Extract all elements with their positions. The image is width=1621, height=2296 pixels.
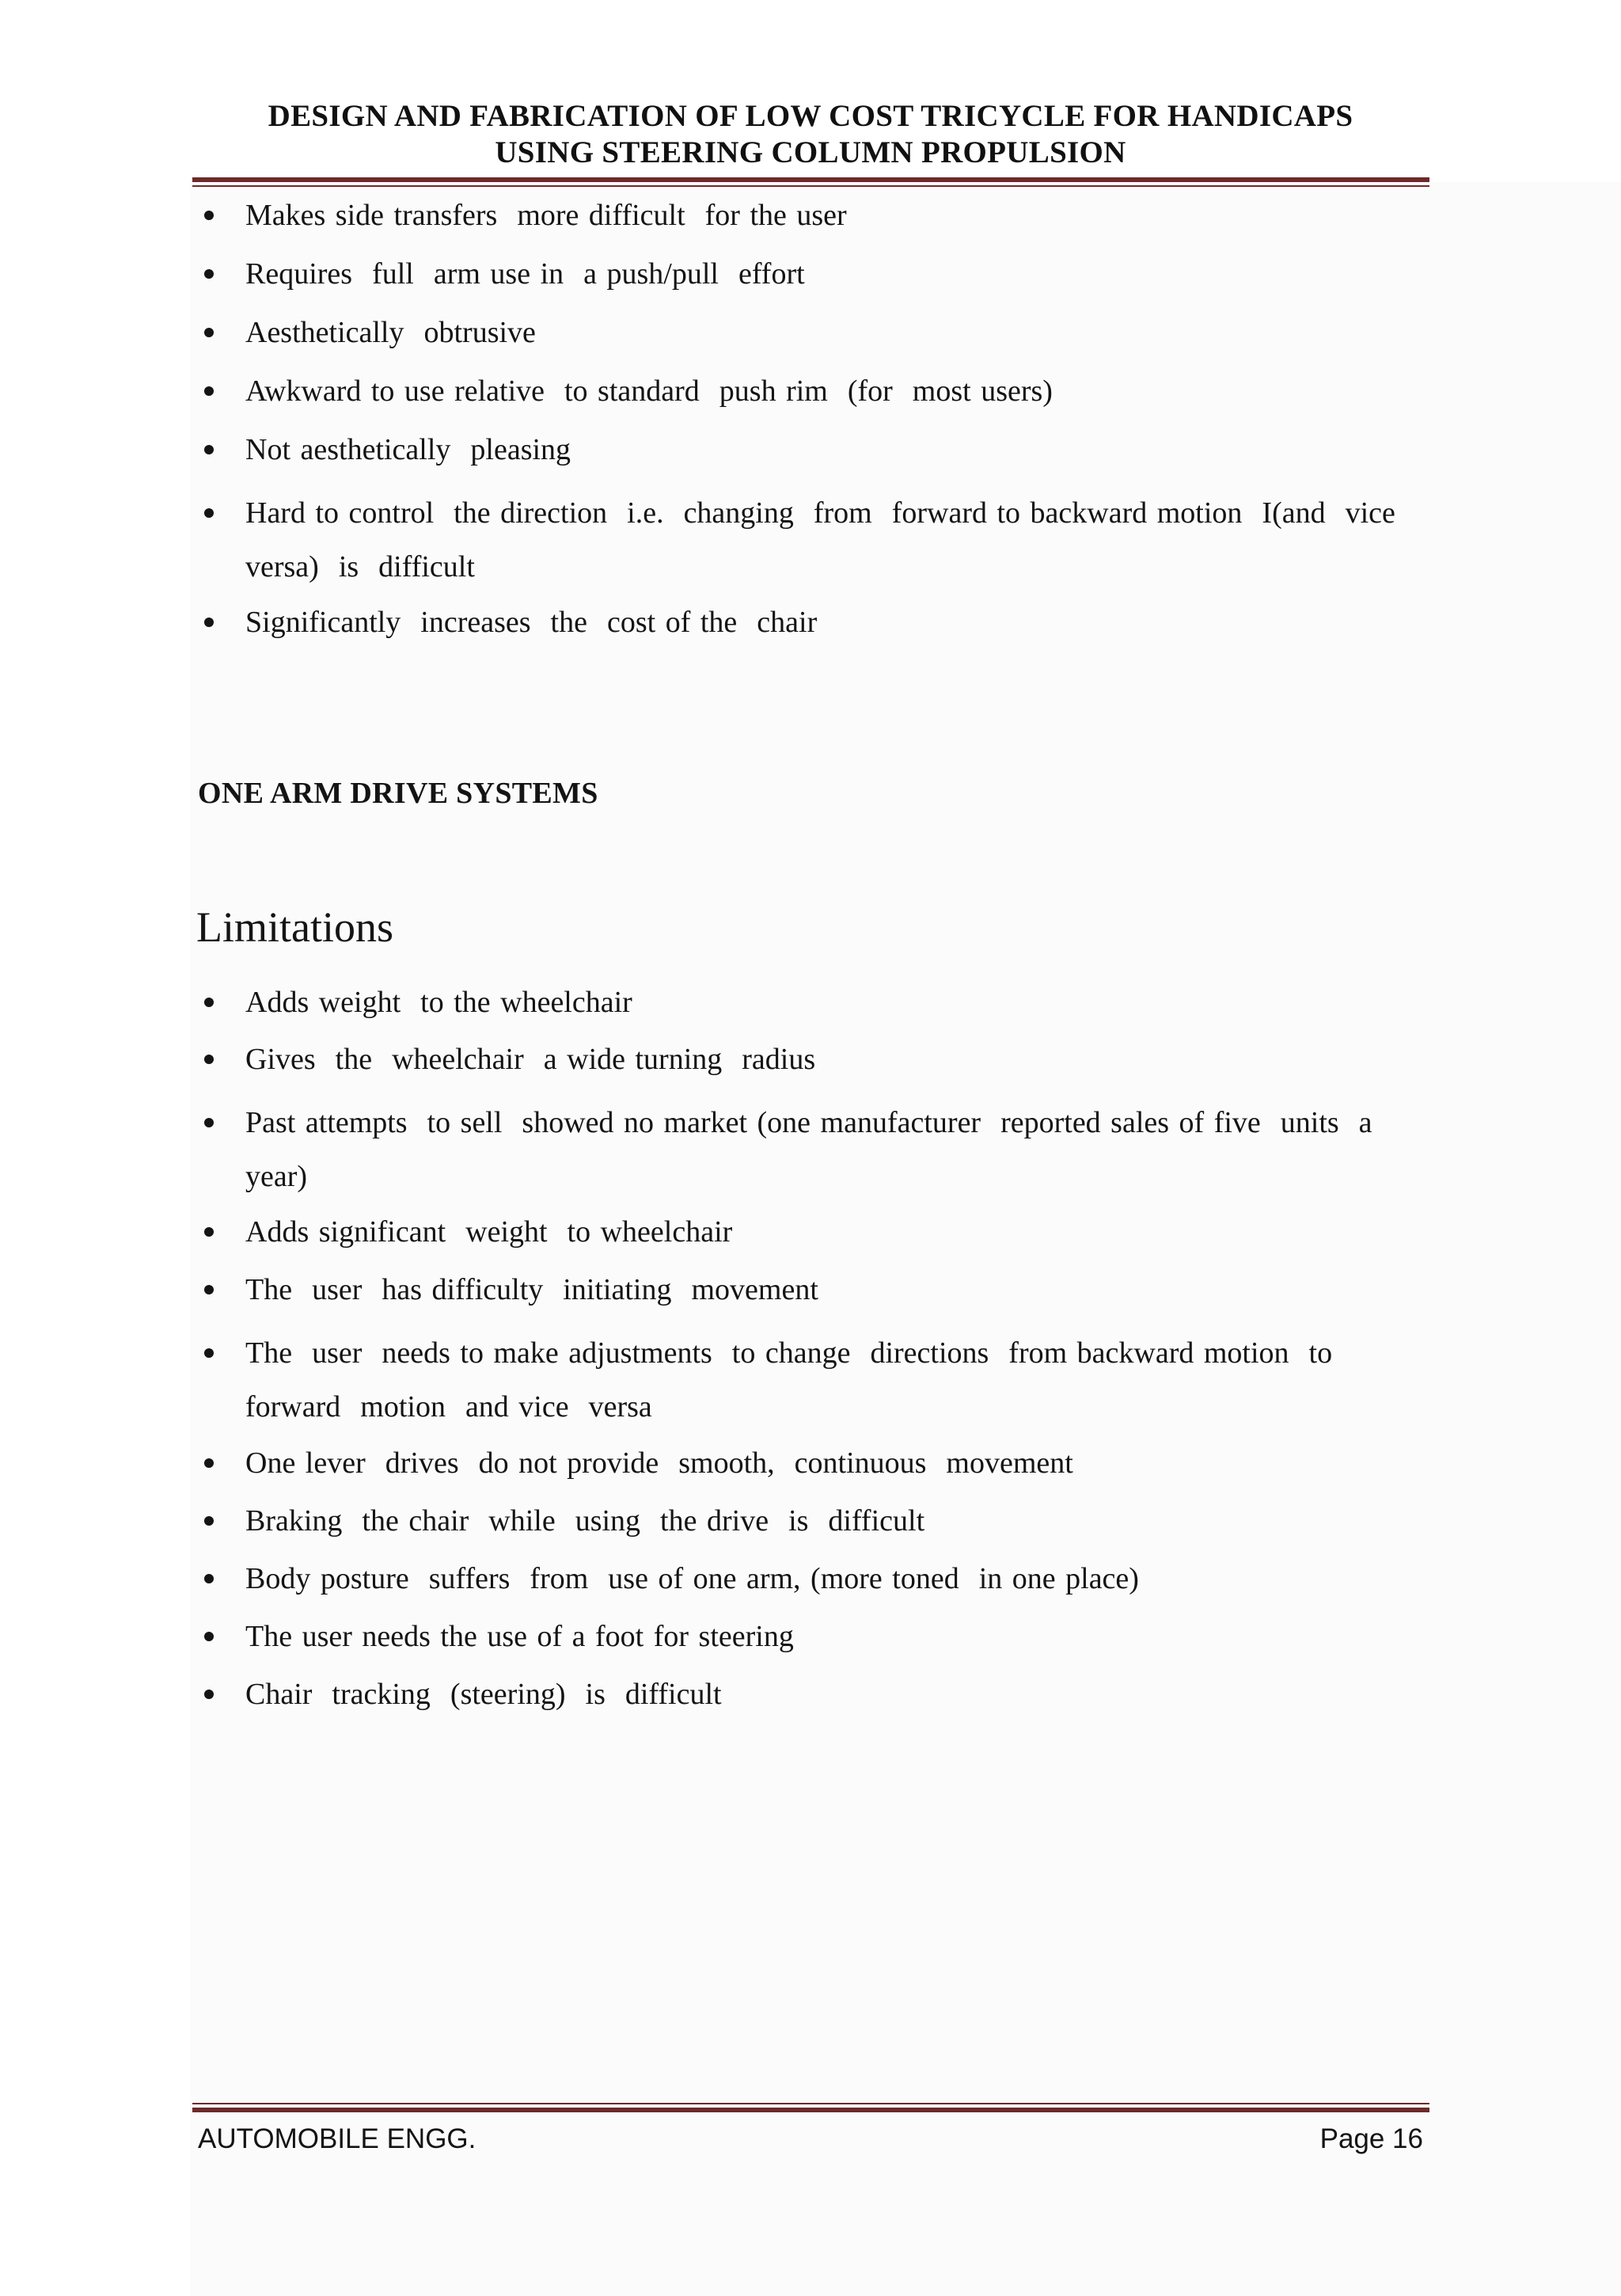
list-item-text: The user has difficulty initiating movement [245, 1273, 818, 1306]
document-title-line-2: USING STEERING COLUMN PROPULSION [495, 135, 1126, 169]
list-item-text: The user needs the use of a foot for steering [245, 1620, 794, 1653]
list-item-text: Makes side transfers more difficult for the user [245, 199, 847, 232]
bullet-icon [204, 1458, 214, 1468]
list-item-text: Hard to control the direction i.e. changing from forward to backward motion I(and vice versa) is difficult [245, 496, 1406, 584]
list-item-text: Past attempts to sell showed no market (one manufacturer reported sales of five units a year) [245, 1106, 1383, 1193]
section-heading: ONE ARM DRIVE SYSTEMS [198, 777, 598, 810]
bullet-icon [204, 1285, 214, 1294]
list-item-text: The user needs to make adjustments to change directions from backward motion to forward motion and vice versa [245, 1336, 1342, 1424]
document-title-line-1: DESIGN AND FABRICATION OF LOW COST TRICYCLE FOR HANDICAPS [268, 99, 1353, 133]
list-item-text: Gives the wheelchair a wide turning radius [245, 1043, 816, 1076]
list-item-text: Chair tracking (steering) is difficult [245, 1678, 722, 1711]
bullet-icon [204, 1118, 214, 1127]
list-item-text: Not aesthetically pleasing [245, 433, 571, 466]
bullet-icon [204, 1348, 214, 1358]
bullet-icon [204, 1516, 214, 1526]
list-item-text: Requires full arm use in a push/pull effort [245, 257, 805, 291]
list-item-text: Awkward to use relative to standard push rim (for most users) [245, 374, 1053, 408]
bullet-icon [204, 1632, 214, 1641]
bullet-icon [204, 1574, 214, 1583]
subheading-limitations: Limitations [196, 903, 393, 951]
footer-department: AUTOMOBILE ENGG. [198, 2123, 476, 2154]
list-item-text: Braking the chair while using the drive is difficult [245, 1504, 925, 1538]
footer-rule-thick [192, 2108, 1429, 2112]
list-item-text: One lever drives do not provide smooth, continuous movement [245, 1446, 1073, 1480]
bullet-icon [204, 998, 214, 1007]
list-item-text: Adds weight to the wheelchair [245, 986, 632, 1019]
list-item-text: Body posture suffers from use of one arm, (more toned in one place) [245, 1562, 1139, 1595]
bullet-icon [204, 1227, 214, 1237]
footer-page-number: Page 16 [1319, 2123, 1423, 2154]
footer-rule-thin [192, 2103, 1429, 2104]
list-item-text: Adds significant weight to wheelchair [245, 1215, 733, 1249]
bullet-icon [204, 1055, 214, 1064]
bullet-icon [204, 1690, 214, 1699]
list-item-text: Aesthetically obtrusive [245, 316, 536, 349]
list-item-text: Significantly increases the cost of the chair [245, 606, 818, 639]
